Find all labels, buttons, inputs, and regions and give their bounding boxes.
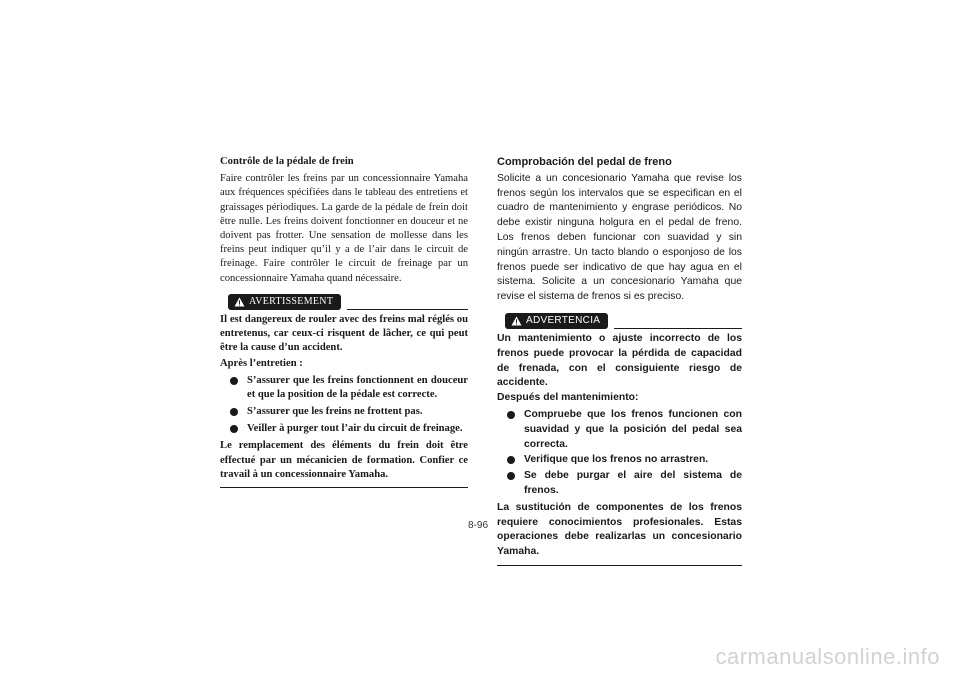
section-heading-es: Comprobación del pedal de freno [497,156,672,168]
bullet-dot-icon [507,456,515,464]
after-label-fr: Après l’entretien : [220,358,303,370]
watermark: carmanualsonline.info [715,644,940,669]
warning-header-es [497,313,742,329]
warning-badge-fr [228,294,341,310]
list-item: S’assurer que les freins fonctionnent en douceur et que la position de la pédale est correcte. [220,374,468,402]
warning-badge-es [505,313,608,329]
bullet-dot-icon [230,425,238,433]
bullet-dot-icon [230,377,238,385]
after-label-es: Después del mantenimiento: [497,392,639,404]
bullet-list-es [497,408,742,499]
list-item: Verifique que los frenos no arrastren. [497,453,742,468]
bullet-dot-icon [230,408,238,416]
bullet-dot-icon [507,472,515,480]
list-item: Veiller à purger tout l’air du circuit de freinage. [220,422,468,436]
warning-text-es: Un mantenimiento o ajuste incorrecto de los frenos puede provocar la pérdida de capacidad de frenada, con el consiguiente riesgo de accidente. [497,332,742,389]
french-column [220,155,468,488]
warning-label-fr: AVERTISSEMENT [249,295,334,307]
warning-body-fr [220,313,468,482]
list-item: Se debe purgar el aire del sistema de frenos. [497,469,742,499]
body-paragraph-es: Solicite a un concesionario Yamaha que revise los frenos según los intervalos que se especifican en el cuadro de mantenimiento y engrase periódicos. No debe existir ninguna holgura en el pedal de freno. Los frenos deben funcionar con suavidad y sin ningún arrastre. Un tacto blando o esponjoso de los frenos puede ser indicativo de que hay agua en el sistema. Solicite a un concesionario Yamaha que revise el sistema de frenos si es preciso. [497,172,742,303]
list-item: S’assurer que les freins ne frottent pas. [220,405,468,419]
closing-text-fr: Le remplacement des éléments du frein doit être effectué par un mécanicien de formation. Confier ce travail à un concessionnaire Yamaha. [220,440,468,480]
warning-triangle-icon [234,297,245,307]
bullet-list-fr [220,374,468,437]
warning-text-fr: Il est dangereux de rouler avec des freins mal réglés ou entretenus, car ceux-ci risquent de lâcher, ce qui peut être la cause d’un accident. [220,313,468,354]
bullet-dot-icon [507,411,515,419]
warning-triangle-icon [511,316,522,326]
warning-header-fr [220,294,468,310]
list-item: Compruebe que los frenos funcionen con suavidad y que la posición del pedal sea correcta. [497,408,742,452]
spanish-column [497,155,742,566]
section-heading-fr: Contrôle de la pédale de frein [220,156,354,167]
page-number: 8-96 [468,520,489,531]
warning-rule-es [614,328,742,329]
warning-rule-fr [347,309,468,310]
closing-text-es: La sustitución de componentes de los frenos requiere conocimientos profesionales. Estas operaciones debe realizarlas un concesionario Yamaha. [497,501,742,558]
warning-label-es: ADVERTENCIA [526,314,601,326]
warning-body-es [497,332,742,560]
body-paragraph-fr: Faire contrôler les freins par un concessionnaire Yamaha aux fréquences spécifiées dans le tableau des entretiens et graissages périodiques. La garde de la pédale de frein doit être nulle. Les freins doivent fonctionner en douceur et ne doivent pas frotter. Une sensation de mollesse dans les freins peut indiquer qu’il y a de l’air dans le circuit de freinage. Faire contrôler le circuit de freinage par un concessionnaire Yamaha quand nécessaire. [220,173,468,284]
end-rule-fr [220,487,468,488]
end-rule-es [497,565,742,566]
